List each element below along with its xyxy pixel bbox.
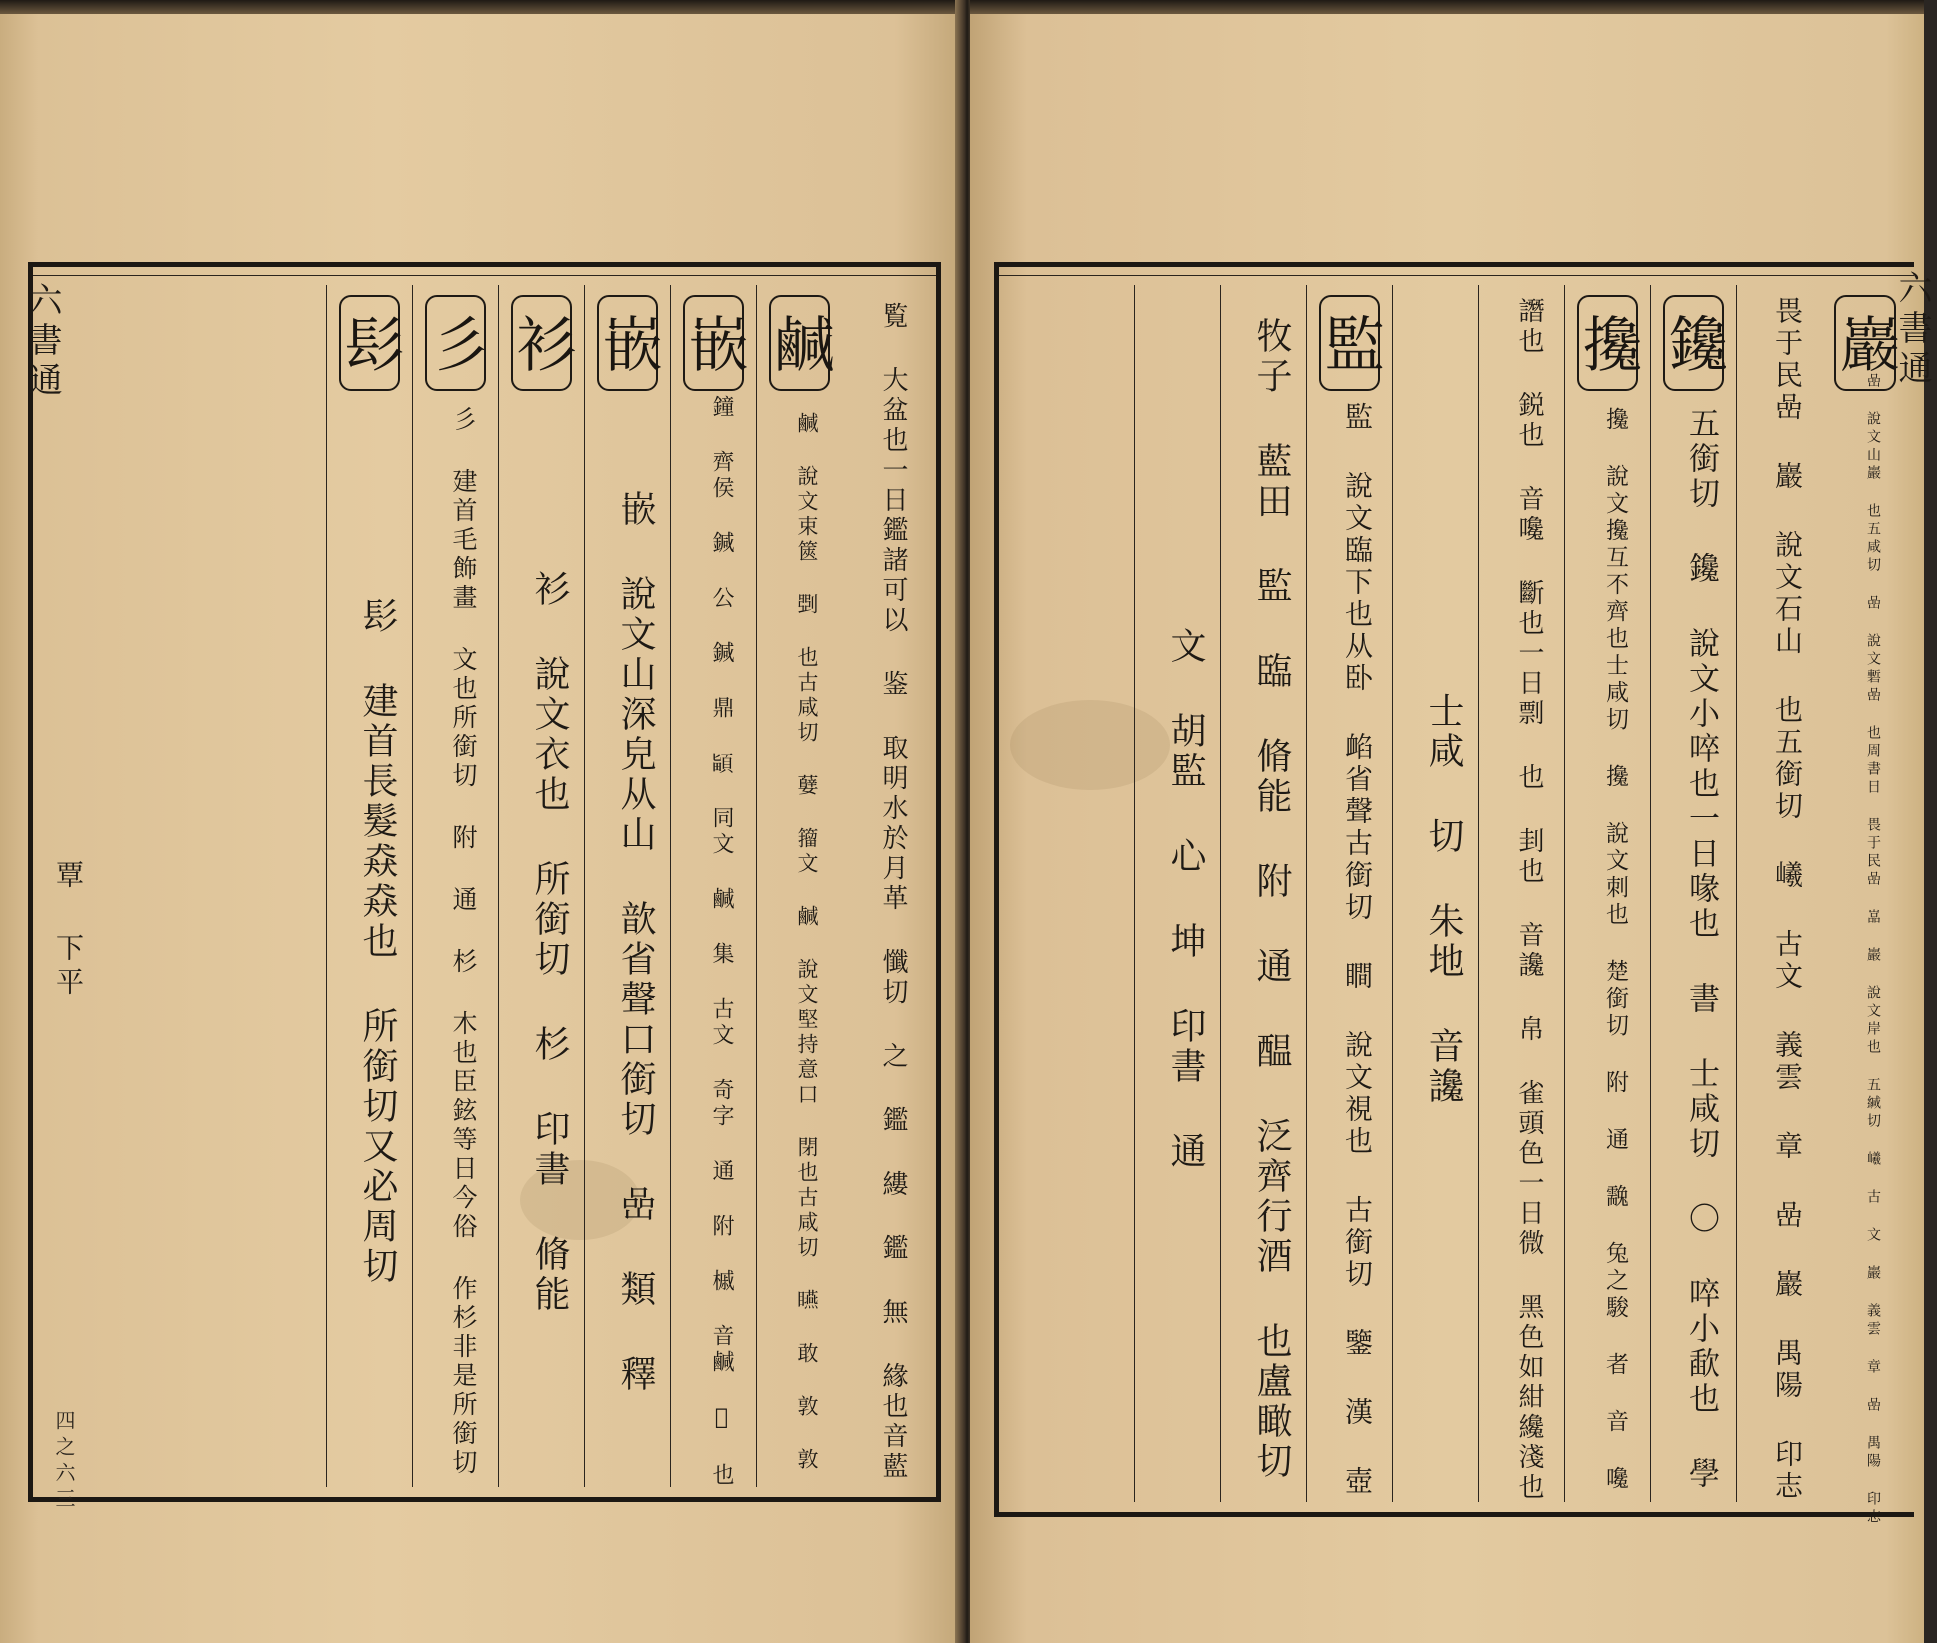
left-page-column [670,285,756,1487]
headword-box: 監 [1319,295,1380,391]
left-folio: 四之六三 [52,1410,76,1514]
page-top-edge [0,0,962,14]
column-text: 牧子 藍田 監 臨 脩能 附 通 醖 泛齊行酒 也盧瞰切 [1251,317,1292,1482]
page-top-edge [970,0,1924,14]
left-margin-title: 六書通 [22,282,62,402]
headword-box: 嵌 [683,295,744,391]
column-text: 五銜切 鑱 說文小啐也一日喙也 書 士咸切 〇 啐小歃也 學 [1683,407,1719,1492]
column-text: 監 說文臨下也从卧 䘓省聲古銜切 瞷 說文視也 古銜切 鑒 漢 壺 [1341,401,1374,1498]
left-page-column [326,285,412,1487]
headword-box: 嵌 [597,295,658,391]
right-page-column [1220,285,1306,1502]
headword-box: 鹹 [769,295,830,391]
column-text: 嵒 說文山巖 也五咸切 嵒 說文磛嵒 也周書日 畏于民嵒 嵓 巖 說文岸也 五緘切 𡾞 古 文 巖 義雲 章 嵒 禺陽 印志 [1865,372,1881,1527]
left-margin-note: 覃 下平 [52,860,85,1001]
column-text: 譖也 鋭也 音嚵 斷也一日剽 也 刲也 音讒 帛 雀頭色一日微 黑色如紺纔淺也 [1514,296,1544,1503]
column-text: 覧 大盆也一日鑑諸可以 鉴 取明水於月革 懺切 之 鑑 縷 鑑 無 緣也音藍 [878,302,908,1482]
headword-box: 衫 [511,295,572,391]
headword-box: 彡 [425,295,486,391]
headword-box: 鑱 [1663,295,1724,391]
column-text: 嵌 說文山深皃从山 歆省聲口銜切 嵒 類 釋 [615,489,656,1395]
headword-box: 髟 [339,295,400,391]
right-margin-title: 六書通 [1892,270,1932,390]
column-text: 髟 建首長髮猋猋也 所銜切又必周切 [357,597,398,1287]
right-page-column [1736,285,1822,1502]
left-page-column [584,285,670,1487]
column-text: 文 胡監 心 坤 印書 通 [1165,627,1206,1172]
left-text-frame [28,262,941,1502]
right-text-frame [994,262,1914,1527]
column-text: 彡 建首毛飾畫 文也所銜切 附 通 杉 木也臣鉉等日今俗 作杉非是所銜切 [449,406,478,1478]
column-text: 鹹 說文束篋 㓸 也古咸切 㜸 籀文 鹹 說文堅持意口 閉也古咸切 𥍂 敢 敦 敦 [795,411,819,1473]
left-page [0,0,962,1643]
right-page [970,0,1932,1643]
right-page-column [1134,285,1220,1502]
right-page-column [1650,285,1736,1502]
column-text: 衫 說文衣也 所銜切 杉 印書 脩能 [529,569,570,1315]
left-page-column [842,285,928,1487]
column-text: 畏于民嵒 巖 說文石山 也五銜切 𡾞 古文 義雲 章 嵒 巖 禺陽 印志 [1771,296,1804,1503]
right-page-column [1564,285,1650,1502]
headword-box: 攙 [1577,295,1638,391]
right-page-column [1478,285,1564,1502]
column-text: 攙 說文攙互不齊也士咸切 攙 說文刺也 楚銜切 附 通 䨲 兔之駿 者 音 嚵 [1602,406,1628,1493]
left-page-column [498,285,584,1487]
right-page-column [1306,285,1392,1502]
headword-box: 巖 [1834,295,1896,391]
right-page-column [1822,285,1908,1527]
column-text: 鐘 齊侯 鍼 公 鍼 鼎 𩒵 同文 鹹 集 古文 奇字 通 附 槭 音鹹 𣗥 也 [709,395,734,1489]
column-text: 士咸 切 朱地 音讒 [1423,692,1464,1107]
right-page-column [1392,285,1478,1502]
left-page-column [756,285,842,1487]
left-page-column [412,285,498,1487]
